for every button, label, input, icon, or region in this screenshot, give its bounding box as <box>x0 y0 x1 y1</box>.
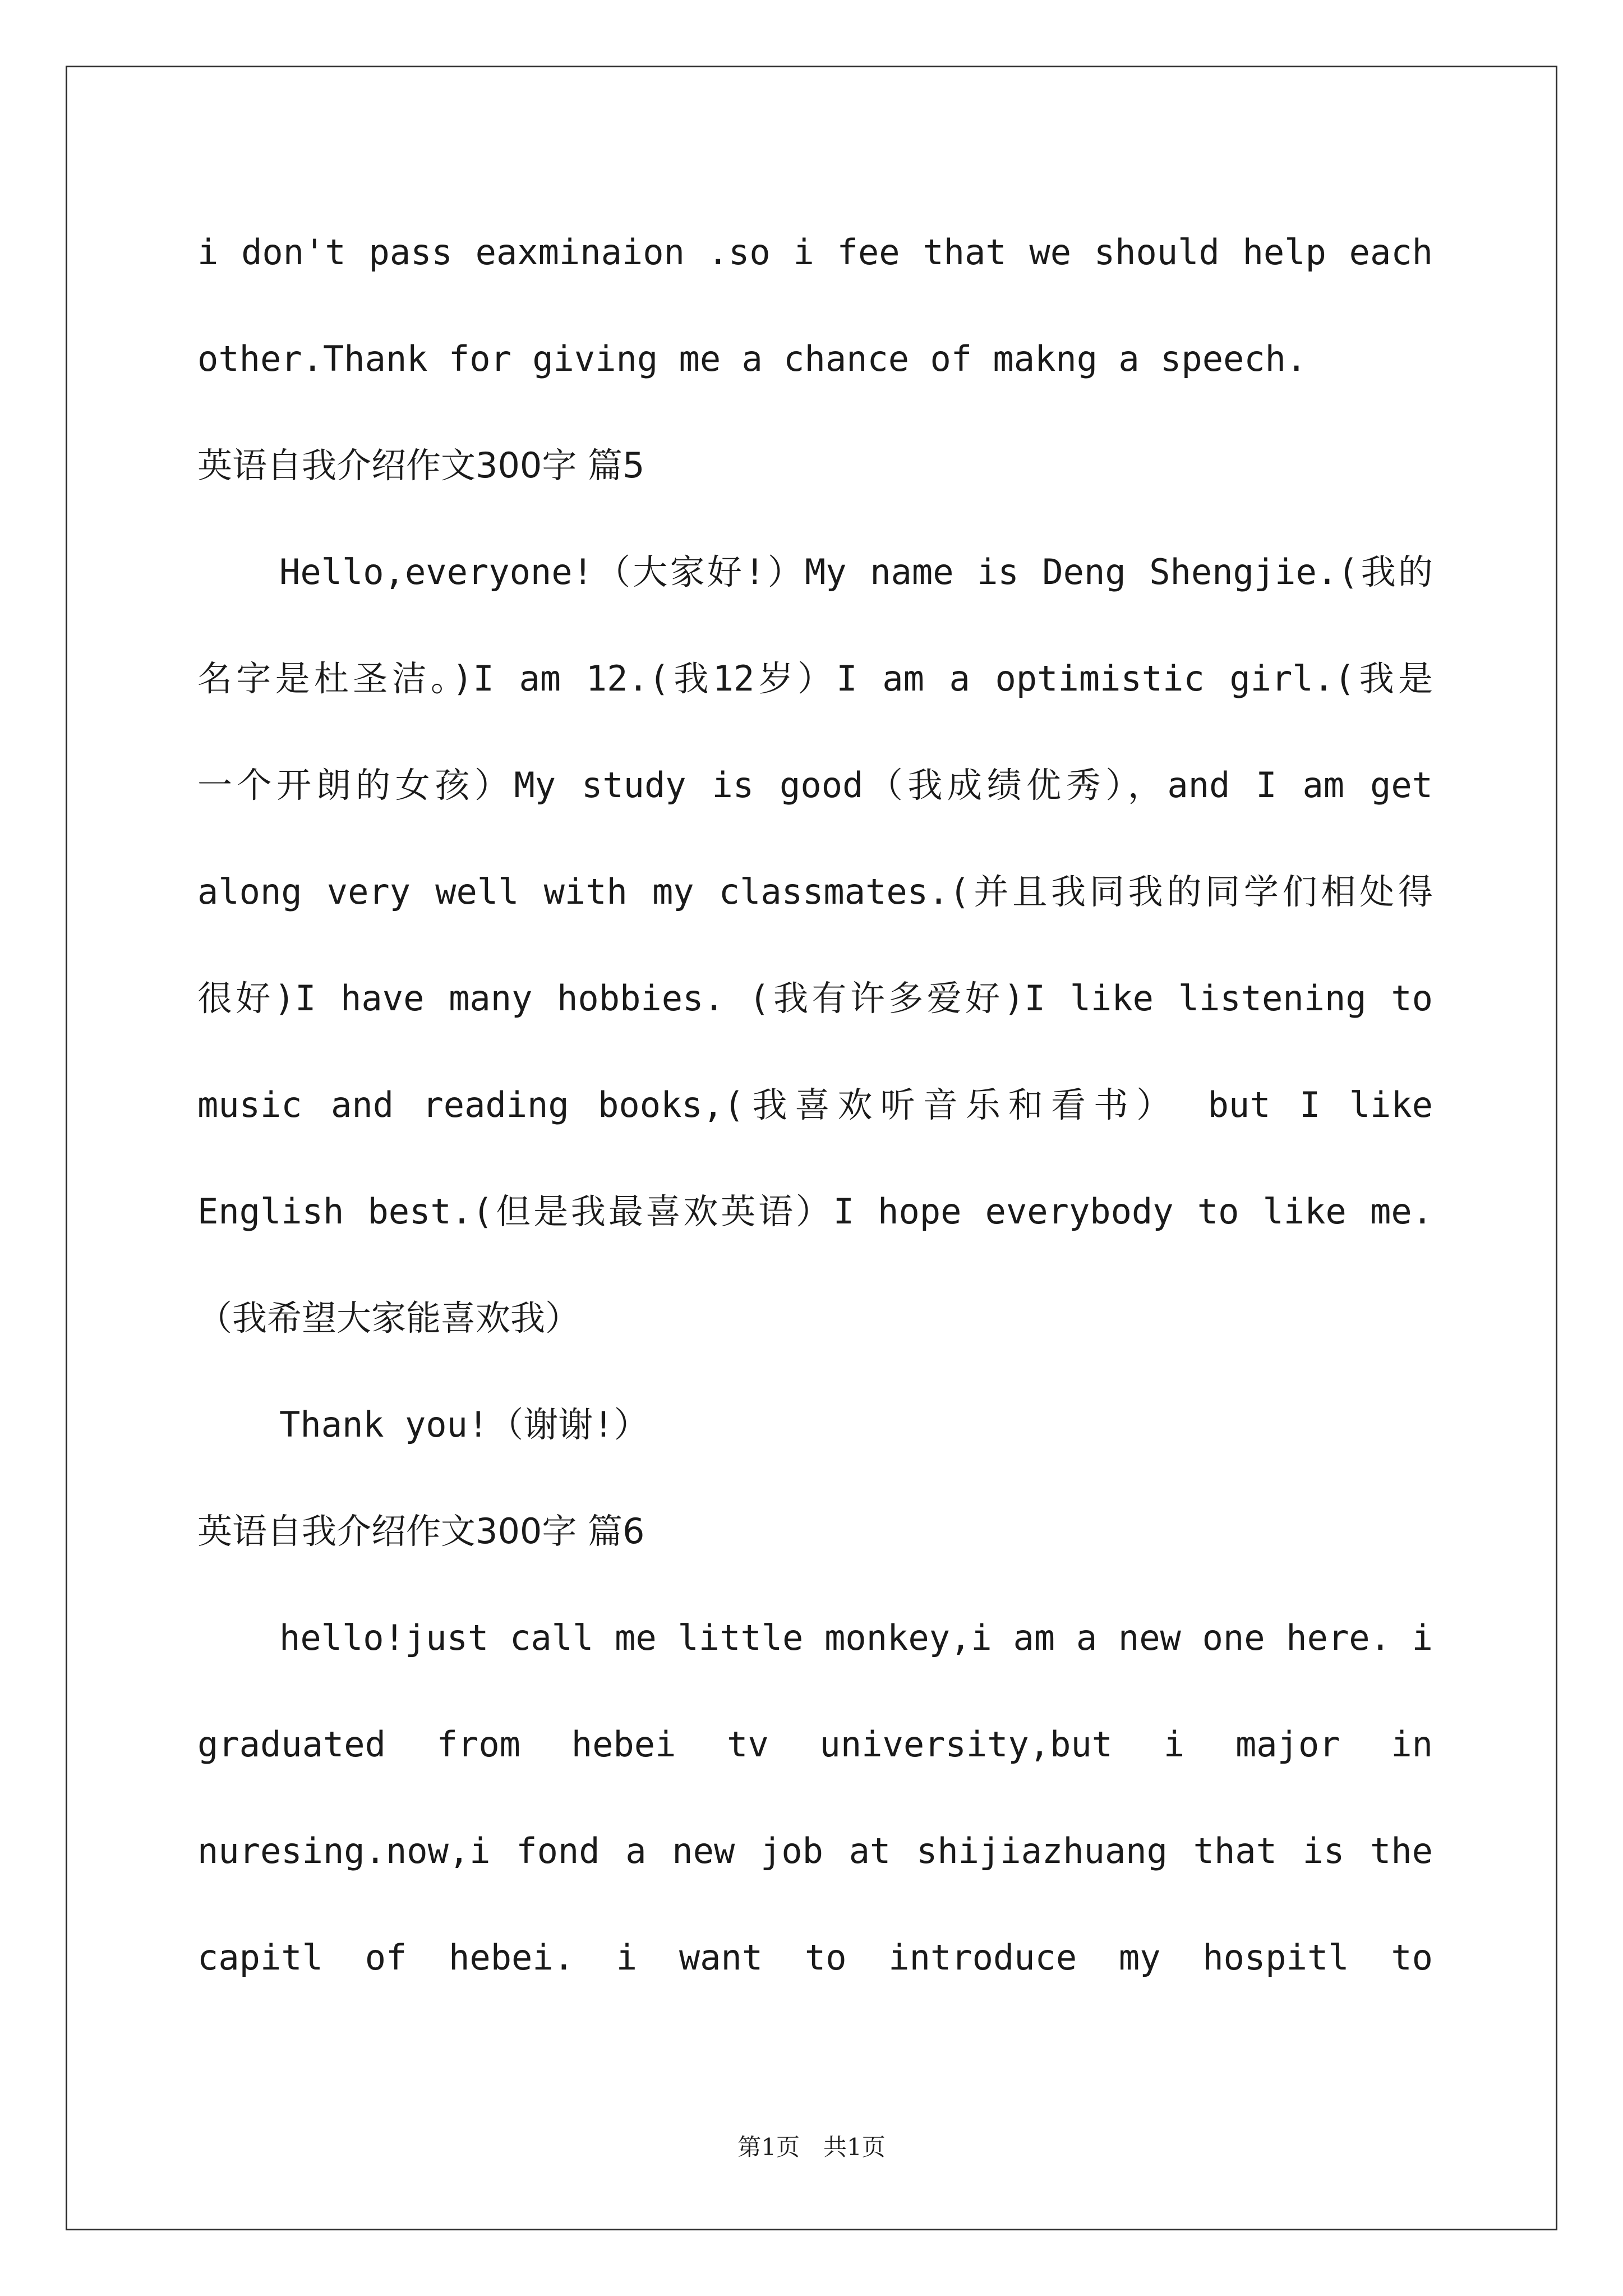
body-line: other.Thank for giving me a chance of makng a speech. <box>197 338 1307 379</box>
body-line: along very well with my classmates.(并且我同我的同学们相处得 <box>197 871 1433 912</box>
body-line: （我希望大家能喜欢我） <box>197 1297 580 1338</box>
body-line: 很好)I have many hobbies. (我有许多爱好)I like listening to <box>197 978 1433 1019</box>
body-line: Hello,everyone!（大家好!）My name is Deng Shengjie.(我的 <box>279 551 1433 592</box>
body-line: Thank you!（谢谢!） <box>279 1404 649 1445</box>
section-heading-6: 英语自我介绍作文300字 篇6 <box>197 1511 645 1552</box>
body-line: English best.(但是我最喜欢英语）I hope everybody to like me. <box>197 1191 1433 1232</box>
section-heading-5: 英语自我介绍作文300字 篇5 <box>197 445 645 486</box>
body-line: music and reading books,(我喜欢听音乐和看书） but I like <box>197 1084 1433 1125</box>
body-line: i don't pass eaxminaion .so i fee that we should help each <box>197 232 1433 273</box>
body-line: 名字是杜圣洁。)I am 12.(我12岁）I am a optimistic girl.(我是 <box>197 658 1433 699</box>
body-line: hello!just call me little monkey,i am a new one here. i <box>279 1617 1433 1658</box>
body-line: capitl of hebei. i want to introduce my hospitl to <box>197 1937 1433 1978</box>
body-line: nuresing.now,i fond a new job at shijiazhuang that is the <box>197 1830 1433 1871</box>
body-line: graduated from hebei tv university,but i major in <box>197 1724 1433 1765</box>
body-line: 一个开朗的女孩）My study is good（我成绩优秀），and I am get <box>197 765 1433 806</box>
page-border <box>66 66 1557 2230</box>
page-footer: 第1页 共1页 <box>737 2133 886 2161</box>
